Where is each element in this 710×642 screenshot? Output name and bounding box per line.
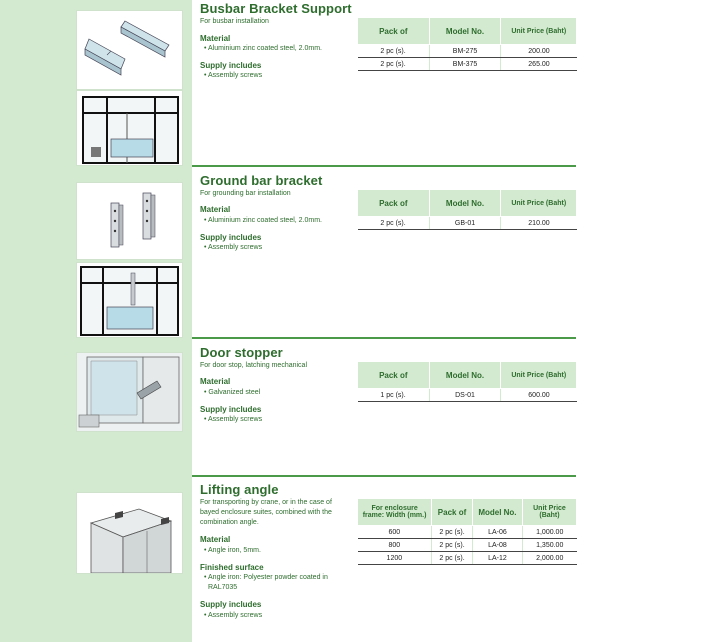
section-subtitle-line: bayed enclosure suites, combined with the	[200, 509, 332, 516]
table-row: 2 pc (s). BM-375 265.00	[358, 58, 577, 71]
supply-item: • Assembly screws	[204, 72, 263, 79]
busbar-bracket-photo	[76, 10, 183, 90]
section-divider	[192, 475, 576, 477]
supply-item: • Assembly screws	[204, 244, 263, 251]
table-row: 800 2 pc (s). LA-08 1,350.00	[358, 539, 577, 552]
col-header: Unit Price (Baht)	[501, 18, 577, 45]
section-divider	[192, 337, 576, 339]
material-item: • Aluminium zinc coated steel, 2.0mm.	[204, 45, 323, 52]
material-item: • Angle iron, 5mm.	[204, 547, 261, 554]
section-subtitle: For door stop, latching mechanical	[200, 362, 307, 369]
material-label: Material	[200, 34, 231, 43]
section-divider	[192, 165, 576, 167]
price-table	[357, 17, 577, 71]
ground-bracket-photo	[76, 182, 183, 260]
supply-label: Supply includes	[200, 61, 262, 70]
col-header: Pack of	[358, 18, 430, 45]
price-table	[357, 189, 577, 230]
table-row: 2 pc (s). BM-275 200.00	[358, 45, 577, 58]
col-header: Model No.	[429, 18, 501, 45]
price-table	[357, 361, 577, 402]
section-subtitle-line: For transporting by crane, or in the case of	[200, 499, 332, 506]
supply-item: • Assembly screws	[204, 416, 263, 423]
material-item: • Aluminium zinc coated steel, 2.0mm.	[204, 217, 323, 224]
section-title: Lifting angle	[200, 482, 279, 497]
col-header: Model No.	[429, 362, 501, 389]
section-subtitle: For busbar installation	[200, 18, 269, 25]
col-header: Model No.	[472, 499, 522, 526]
table-row: 600 2 pc (s). LA-06 1,000.00	[358, 526, 577, 539]
finish-item: • Angle iron: Polyester powder coated in	[204, 574, 328, 581]
ground-cabinet-photo	[76, 262, 183, 338]
col-header: Model No.	[429, 190, 501, 217]
col-header: Unit Price (Baht)	[501, 362, 577, 389]
material-label: Material	[200, 377, 231, 386]
section-title: Ground bar bracket	[200, 173, 323, 188]
material-item: • Galvanized steel	[204, 389, 261, 396]
door-stopper-photo	[76, 352, 183, 432]
material-label: Material	[200, 205, 231, 214]
col-header: Pack of	[358, 362, 430, 389]
supply-item: • Assembly screws	[204, 612, 263, 619]
supply-label: Supply includes	[200, 405, 262, 414]
finish-label: Finished surface	[200, 563, 264, 572]
finish-item-cont: RAL7035	[208, 584, 238, 591]
col-header: Pack of	[358, 190, 430, 217]
table-row: 2 pc (s). GB-01 210.00	[358, 217, 577, 230]
lifting-angle-photo	[76, 492, 183, 574]
section-title: Door stopper	[200, 345, 283, 360]
col-header: Pack of	[432, 499, 473, 526]
supply-label: Supply includes	[200, 233, 262, 242]
material-label: Material	[200, 535, 231, 544]
busbar-cabinet-photo	[76, 90, 183, 166]
price-table	[357, 498, 577, 565]
section-subtitle: For grounding bar installation	[200, 190, 291, 197]
section-subtitle-line: combination angle.	[200, 519, 259, 526]
section-title: Busbar Bracket Support	[200, 1, 352, 16]
col-header: Unit Price (Baht)	[501, 190, 577, 217]
supply-label: Supply includes	[200, 600, 262, 609]
col-header: Unit Price (Baht)	[522, 499, 576, 526]
table-row: 1 pc (s). DS-01 600.00	[358, 389, 577, 402]
table-row: 1200 2 pc (s). LA-12 2,000.00	[358, 552, 577, 565]
col-header: For enclosure frame: Width (mm.)	[358, 499, 432, 526]
